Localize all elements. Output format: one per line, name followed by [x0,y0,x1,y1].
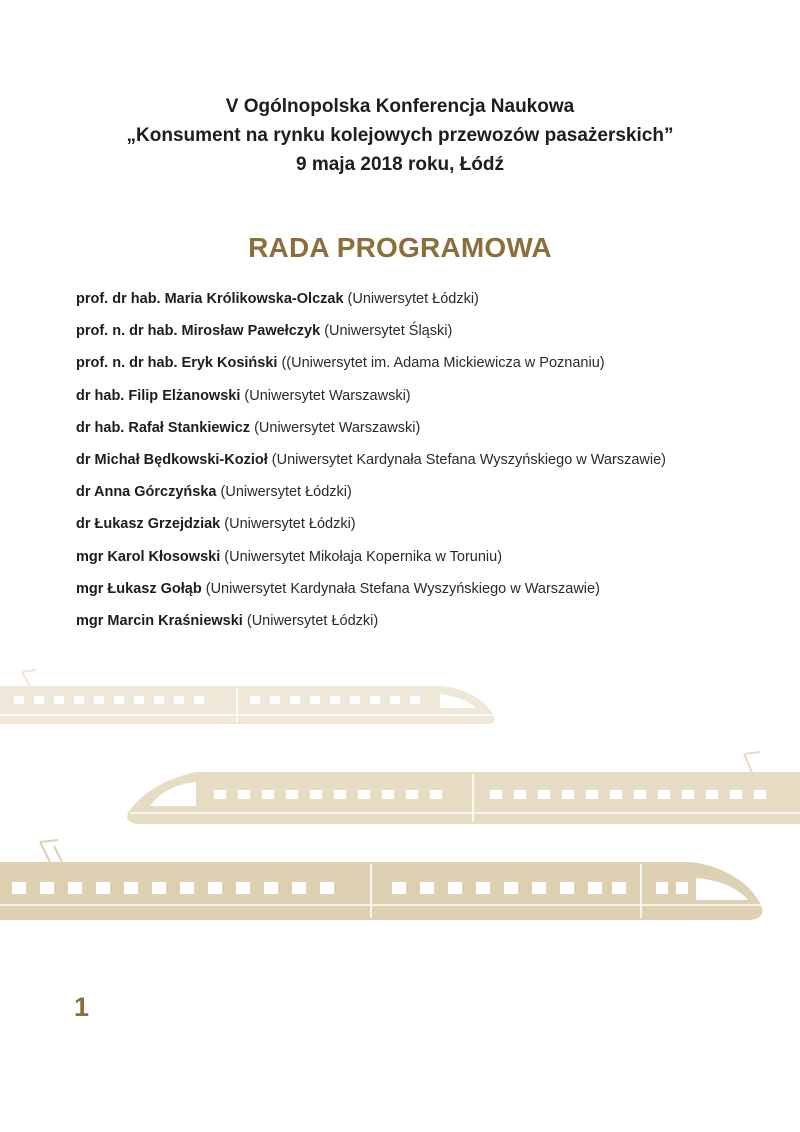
list-item [76,413,786,445]
member-name: mgr Łukasz Gołąb [76,580,202,597]
list-item [76,445,786,477]
page-number: 1 [74,992,90,1022]
train-illustration-top [0,670,495,724]
train-illustration-middle [127,752,800,824]
conference-subtitle: „Konsument na rynku kolejowych przewozów pasażerskich” [126,125,674,146]
list-item [76,606,786,638]
list-item [76,542,786,574]
list-item [76,509,786,541]
conference-title: V Ogólnopolska Konferencja Naukowa [225,96,575,117]
member-name: dr Anna Górczyńska [76,484,217,501]
trains-illustration [0,650,800,950]
train-illustration-bottom [0,840,762,920]
member-affiliation: (Uniwersytet Warszawski) [254,419,421,436]
member-name: dr hab. Filip Elżanowski [76,387,241,404]
section-title: RADA PROGRAMOWA [248,232,552,263]
member-name: dr Michał Będkowski-Kozioł [76,451,268,468]
list-item [76,477,786,509]
list-item [76,381,786,413]
member-name: prof. dr hab. Maria Królikowska-Olczak [76,291,344,307]
conference-header [0,92,800,179]
list-item [76,348,786,380]
member-name: mgr Marcin Kraśniewski [76,612,243,629]
list-item [76,574,786,606]
member-affiliation: (Uniwersytet Łódzki) [220,484,352,501]
member-name: prof. n. dr hab. Mirosław Pawełczyk [76,323,321,340]
member-name: prof. n. dr hab. Eryk Kosiński [76,355,278,372]
program-council-list [76,284,786,638]
member-affiliation: (Uniwersytet Warszawski) [244,387,411,404]
conference-date-place: 9 maja 2018 roku, Łódź [295,154,505,175]
member-name: dr hab. Rafał Stankiewicz [76,419,251,436]
member-affiliation: (Uniwersytet Kardynała Stefana Wyszyńskiego w Warszawie) [205,580,600,597]
member-affiliation: (Uniwersytet Mikołaja Kopernika w Toruniu) [224,548,503,565]
member-affiliation: (Uniwersytet Śląski) [324,323,453,340]
member-name: dr Łukasz Grzejdziak [76,516,221,533]
member-affiliation: (Uniwersytet Kardynała Stefana Wyszyńskiego w Warszawie) [271,451,666,468]
member-affiliation: ((Uniwersytet im. Adama Mickiewicza w Poznaniu) [281,355,605,372]
member-affiliation: (Uniwersytet Łódzki) [347,291,479,307]
member-affiliation: (Uniwersytet Łódzki) [224,516,356,533]
member-name: mgr Karol Kłosowski [76,548,221,565]
member-affiliation: (Uniwersytet Łódzki) [246,612,379,629]
list-item [76,284,786,316]
list-item [76,316,786,348]
